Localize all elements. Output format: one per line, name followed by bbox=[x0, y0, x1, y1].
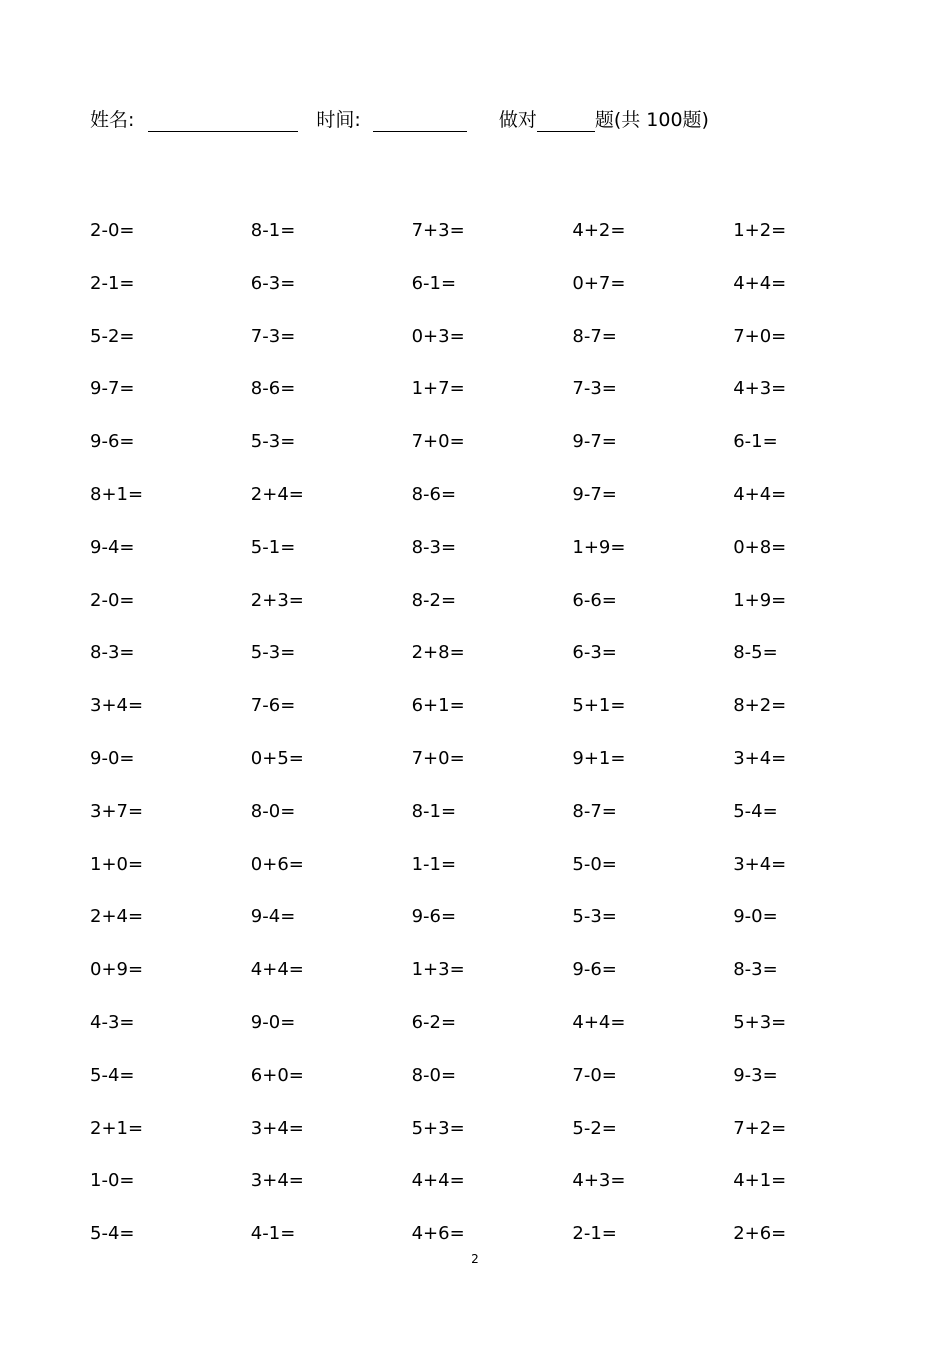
problem-item: 7+0= bbox=[411, 431, 465, 453]
problem-item: 0+7= bbox=[572, 272, 626, 294]
problem-item: 5+1= bbox=[572, 695, 626, 717]
problem-item: 8-1= bbox=[411, 800, 457, 822]
page-number: 2 bbox=[471, 1252, 479, 1266]
problem-item: 9-0= bbox=[90, 747, 135, 769]
problem-item: 1+3= bbox=[411, 959, 465, 981]
problem-row bbox=[90, 692, 894, 745]
problem-item: 6+0= bbox=[250, 1064, 304, 1086]
problem-row bbox=[90, 587, 894, 640]
problem-item: 9-0= bbox=[733, 906, 778, 928]
problem-item: 7-0= bbox=[572, 1064, 617, 1086]
problem-item: 7+3= bbox=[411, 220, 465, 241]
problem-row bbox=[90, 323, 894, 376]
problem-item: 9-7= bbox=[572, 483, 617, 505]
problem-item: 8-3= bbox=[733, 959, 778, 981]
problem-row bbox=[90, 1062, 894, 1115]
problem-item: 0+9= bbox=[90, 959, 144, 981]
problem-item: 7-3= bbox=[250, 325, 296, 347]
problem-grid bbox=[90, 217, 894, 1273]
problem-item: 4-1= bbox=[250, 1223, 296, 1245]
correct-count-blank[interactable] bbox=[537, 109, 595, 132]
problem-item: 5-3= bbox=[250, 642, 296, 664]
problem-item: 8-2= bbox=[411, 589, 457, 611]
problem-item: 3+7= bbox=[90, 800, 144, 822]
problem-item: 8-0= bbox=[250, 800, 296, 822]
problem-item: 5+3= bbox=[411, 1117, 465, 1139]
problem-item: 6-1= bbox=[411, 272, 457, 294]
problem-item: 8-6= bbox=[250, 378, 296, 400]
problem-item: 9-6= bbox=[572, 959, 617, 981]
problem-item: 7-3= bbox=[572, 378, 617, 400]
problem-item: 6-6= bbox=[572, 589, 617, 611]
problem-item: 6-1= bbox=[733, 431, 778, 453]
problem-row bbox=[90, 745, 894, 798]
problem-item: 4+2= bbox=[572, 220, 626, 241]
problem-item: 8-6= bbox=[411, 483, 457, 505]
problem-item: 5-1= bbox=[250, 536, 296, 558]
problem-item: 2+4= bbox=[90, 906, 144, 928]
problem-item: 9-4= bbox=[250, 906, 296, 928]
problem-item: 4+6= bbox=[411, 1223, 465, 1245]
problem-item: 2+6= bbox=[733, 1223, 787, 1245]
problem-item: 9-6= bbox=[90, 431, 135, 453]
problem-item: 1+0= bbox=[90, 853, 144, 875]
time-blank[interactable] bbox=[373, 109, 467, 132]
problem-item: 4+1= bbox=[733, 1170, 787, 1192]
problem-row bbox=[90, 798, 894, 851]
name-blank[interactable] bbox=[148, 109, 298, 132]
problem-item: 9-7= bbox=[572, 431, 617, 453]
problem-item: 7+0= bbox=[733, 325, 787, 347]
problem-item: 2-0= bbox=[90, 589, 135, 611]
problem-item: 9-4= bbox=[90, 536, 135, 558]
problem-row bbox=[90, 428, 894, 481]
problem-item: 4-3= bbox=[90, 1011, 135, 1033]
problem-row bbox=[90, 270, 894, 323]
problem-item: 1+2= bbox=[733, 220, 787, 241]
problem-item: 5-3= bbox=[572, 906, 617, 928]
problem-item: 4+4= bbox=[572, 1011, 626, 1033]
problem-item: 7+2= bbox=[733, 1117, 787, 1139]
name-label: 姓名: bbox=[90, 109, 135, 131]
problem-item: 6-2= bbox=[411, 1011, 457, 1033]
worksheet-header bbox=[90, 104, 709, 132]
problem-item: 9+1= bbox=[572, 747, 626, 769]
problem-item: 2+1= bbox=[90, 1117, 144, 1139]
problem-item: 5-0= bbox=[572, 853, 617, 875]
time-label: 时间: bbox=[316, 109, 361, 131]
problem-item: 0+5= bbox=[250, 747, 304, 769]
correct-label: 做对 bbox=[498, 109, 537, 131]
problem-item: 5+3= bbox=[733, 1011, 787, 1033]
problem-row bbox=[90, 639, 894, 692]
problem-item: 4+4= bbox=[411, 1170, 465, 1192]
problem-item: 8-0= bbox=[411, 1064, 457, 1086]
problem-item: 9-6= bbox=[411, 906, 457, 928]
problem-item: 4+3= bbox=[572, 1170, 626, 1192]
problem-row bbox=[90, 851, 894, 904]
problem-row bbox=[90, 1009, 894, 1062]
problem-item: 8-7= bbox=[572, 325, 617, 347]
problem-item: 3+4= bbox=[250, 1117, 304, 1139]
problem-item: 3+4= bbox=[250, 1170, 304, 1192]
total-label: 题(共 100题) bbox=[594, 109, 709, 131]
problem-item: 5-2= bbox=[90, 325, 135, 347]
problem-item: 8-5= bbox=[733, 642, 778, 664]
problem-row bbox=[90, 217, 894, 270]
problem-item: 0+3= bbox=[411, 325, 465, 347]
problem-item: 2+8= bbox=[411, 642, 465, 664]
problem-item: 2-1= bbox=[572, 1223, 617, 1245]
problem-item: 5-3= bbox=[250, 431, 296, 453]
problem-row bbox=[90, 375, 894, 428]
problem-item: 4+3= bbox=[733, 378, 787, 400]
problem-item: 5-4= bbox=[90, 1064, 135, 1086]
problem-item: 8+2= bbox=[733, 695, 787, 717]
problem-item: 1-0= bbox=[90, 1170, 135, 1192]
problem-item: 4+4= bbox=[733, 272, 787, 294]
problem-row bbox=[90, 956, 894, 1009]
problem-item: 8+1= bbox=[90, 483, 144, 505]
problem-item: 6+1= bbox=[411, 695, 465, 717]
problem-row bbox=[90, 1167, 894, 1220]
problem-item: 2-1= bbox=[90, 272, 135, 294]
problem-item: 3+4= bbox=[90, 695, 144, 717]
problem-item: 5-2= bbox=[572, 1117, 617, 1139]
problem-item: 2+4= bbox=[250, 483, 304, 505]
problem-item: 3+4= bbox=[733, 853, 787, 875]
problem-item: 9-3= bbox=[733, 1064, 778, 1086]
problem-item: 8-3= bbox=[411, 536, 457, 558]
problem-item: 8-1= bbox=[250, 220, 296, 241]
problem-item: 4+4= bbox=[733, 483, 787, 505]
problem-item: 1+9= bbox=[572, 536, 626, 558]
problem-item: 2-0= bbox=[90, 220, 135, 241]
problem-item: 0+8= bbox=[733, 536, 787, 558]
problem-row bbox=[90, 481, 894, 534]
problem-item: 2+3= bbox=[250, 589, 304, 611]
problem-item: 5-4= bbox=[90, 1223, 135, 1245]
problem-item: 0+6= bbox=[250, 853, 304, 875]
problem-item: 8-7= bbox=[572, 800, 617, 822]
problem-item: 6-3= bbox=[250, 272, 296, 294]
problem-item: 9-7= bbox=[90, 378, 135, 400]
problem-item: 5-4= bbox=[733, 800, 778, 822]
problem-item: 6-3= bbox=[572, 642, 617, 664]
problem-item: 9-0= bbox=[250, 1011, 296, 1033]
problem-row bbox=[90, 903, 894, 956]
problem-item: 7+0= bbox=[411, 747, 465, 769]
problem-row bbox=[90, 1115, 894, 1168]
problem-row bbox=[90, 534, 894, 587]
problem-item: 8-3= bbox=[90, 642, 135, 664]
problem-item: 1+7= bbox=[411, 378, 465, 400]
problem-item: 1+9= bbox=[733, 589, 787, 611]
problem-item: 3+4= bbox=[733, 747, 787, 769]
problem-item: 7-6= bbox=[250, 695, 296, 717]
problem-item: 4+4= bbox=[250, 959, 304, 981]
problem-item: 1-1= bbox=[411, 853, 457, 875]
